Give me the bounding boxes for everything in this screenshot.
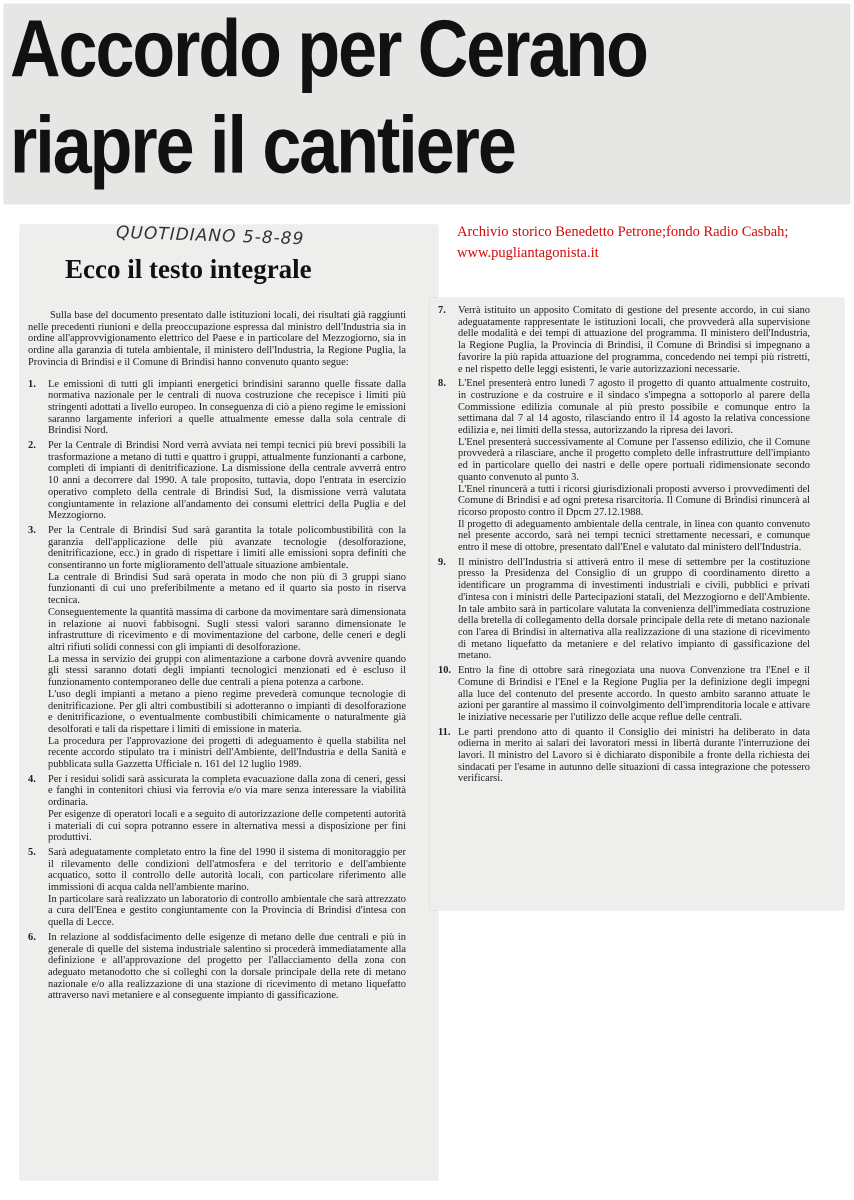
article-column-1 bbox=[28, 310, 406, 1005]
agreement-item bbox=[28, 774, 406, 844]
agreement-item bbox=[28, 379, 406, 438]
item-paragraph: In particolare sarà realizzato un laboratorio di controllo ambientale che sarà attrezzato a cura dell'Enea e gestito congiuntamente con la Provincia di Brindisi d'intesa con quella di Lecce. bbox=[48, 893, 406, 929]
article-column-2 bbox=[438, 305, 810, 788]
agreement-item bbox=[438, 557, 810, 662]
item-paragraph: Le emissioni di tutti gli impianti energetici brindisini saranno quelle fissate dalla normativa nazionale per le centrali di nuova costruzione che recepisce i limiti più stringenti adottati a livello europeo. In conseguenza di ciò a pieno regime le emissioni saranno largamente inferiori a quelle attualmente emesse dalla sola centrale di Brindisi Nord. bbox=[48, 378, 406, 437]
item-paragraph: Per esigenze di operatori locali e a seguito di autorizzazione delle competenti autorità i materiali di cui sopra potranno essere in alternativa messi a disposizione per fini produttivi. bbox=[48, 808, 406, 844]
item-paragraph: Per la Centrale di Brindisi Nord verrà avviata nei tempi tecnici più brevi possibili la trasformazione a metano di tutti e quattro i gruppi, attualmente funzionanti a carbone, completi di impianti di denitrificazione. La dismissione della centrale avverrà entro 10 anni a decorrere dal 1990. A tale proposito, tuttavia, dopo l'entrata in esercizio operativo completo della centrale di Brindisi Sud, la dismissione verrà valutata congiuntamente in relazione all'andamento dei consumi elettrici della Puglia e del Mezzogiorno. bbox=[48, 440, 406, 522]
item-paragraph: Le parti prendono atto di quanto il Consiglio dei ministri ha deliberato in data odierna in merito ai salari dei lavoratori messi in libertà durante l'interruzione dei lavori. Il ministro del Lavoro si è dichiarato disponibile a fronte della richiesta dei sindacati per l'esame in autunno delle situazioni di cassa integrazione che potessero verificarsi. bbox=[458, 726, 810, 785]
agreement-item bbox=[28, 440, 406, 522]
item-paragraph: Entro la fine di ottobre sarà rinegoziata una nuova Convenzione tra l'Enel e il Comune di Brindisi e l'Enel e la Regione Puglia per la definizione degli impegni alla luce del contenuto del presente accordo. In questo ambito saranno attuate le azioni per garantire al massimo il coinvolgimento dell'imprenditoria locale e attivare le iniziative necessarie per l'utilizzo delle acque reflue delle centrali. bbox=[458, 665, 810, 723]
item-paragraph: Il progetto di adeguamento ambientale della centrale, in linea con quanto convenuto nel presente accordo, sarà nei tempi tecnici strettamente necessari, e comunque entro il mese di ottobre, presentato dall'Enel e valutato dal ministero dell'Industria. bbox=[458, 518, 810, 554]
item-paragraph: L'Enel rinuncerà a tutti i ricorsi giurisdizionali proposti avverso i provvedimenti del Comune di Brindisi e ad ogni pretesa risarcitoria. Il Comune di Brindisi rinuncerà al ricorso proposto contro il Dpcm 27.12.1988. bbox=[458, 483, 810, 518]
item-number: 6. bbox=[28, 931, 36, 943]
item-text bbox=[458, 557, 810, 662]
item-text bbox=[458, 665, 810, 724]
item-number: 10. bbox=[438, 665, 451, 677]
item-number: 7. bbox=[438, 305, 446, 316]
subheadline: Ecco il testo integrale bbox=[65, 254, 312, 284]
item-text bbox=[458, 378, 810, 554]
item-number: 4. bbox=[28, 773, 36, 785]
item-paragraph: L'uso degli impianti a metano a pieno regime prevederà comunque tecnologie di denitrificazione. Per gli altri combustibili si adotteranno o impianti di desolforazione e denitrificazione, o eventualmente combustibili chimicamente o naturalmente già desolforati e tali da rispettare i limiti di emissione in materia. bbox=[48, 688, 406, 735]
agreement-item bbox=[438, 727, 810, 786]
item-paragraph: Il ministro dell'Industria si attiverà entro il mese di settembre per la costituzione presso la Presidenza del Consiglio di un gruppo di coordinamento diretto a identificare un programma di investimenti industriali e civili, pubblici e privati d'intesa con i ministri delle Partecipazioni statali, del Mezzogiorno e dell'Ambiente. In tale ambito sarà in particolare valutata la convenienza dell'immediata costruzione della bretella di collegamento della dorsale principale della rete di metano nazionale con l'area di Brindisi in alternativa alla realizzazione di una stazione di ricevimento di metano liquefatto da metaniere e del relativo impianto di gassificazione del metano. bbox=[458, 556, 810, 662]
item-number: 11. bbox=[438, 726, 451, 738]
agreement-item bbox=[28, 525, 406, 771]
item-text bbox=[458, 305, 810, 375]
agreement-item bbox=[438, 378, 810, 554]
item-number: 3. bbox=[28, 524, 36, 536]
item-paragraph: Conseguentemente la quantità massima di carbone da movimentare sarà dimensionata in relazione ai nuovi fabbisogni. Sugli stessi valori saranno dimensionate le infrastrutture di ricevimento e di movimentazione del carbone, delle ceneri e degli altri rifiuti solidi connessi con gli impianti di desolforazione. bbox=[48, 606, 406, 653]
intro-paragraph: Sulla base del documento presentato dalle istituzioni locali, dei risultati già raggiunti nelle precedenti riunioni e della preoccupazione espressa dal ministro dell'Industria sia in ordine all'approvvigionamento elettrico del Paese e in particolare del Mezzogiorno, sia in ordine alla garanzia di tutela ambientale, il ministero dell'Industria, la Regione Puglia, la Provincia di Brindisi e il Comune di Brindisi hanno convenuto quanto segue: bbox=[28, 310, 406, 368]
item-number: 2. bbox=[28, 440, 36, 452]
item-number: 8. bbox=[438, 378, 446, 390]
item-text bbox=[48, 379, 406, 438]
headline-line-1: Accordo per Cerano bbox=[10, 3, 647, 94]
item-text bbox=[458, 727, 810, 786]
item-paragraph: La messa in servizio dei gruppi con alimentazione a carbone dovrà avvenire quando gli stessi saranno dotati degli impianti tecnologici menzionati ed è escluso il funzionamento contemporaneo delle due centrali a piena potenza a carbone. bbox=[48, 653, 406, 689]
item-paragraph: In relazione al soddisfacimento delle esigenze di metano delle due centrali e più in generale di quelle del sistema industriale salentino si procederà immediatamente alla definizione e all'approvazione del progetto per l'allacciamento della zona con adeguato metanodotto che si colleghi con la dorsale principale della rete di metano nazionale e/o alla realizzazione di una stazione di ricevimento di metano liquefatto attraverso navi metaniere e al conseguente impianto di gassificazione. bbox=[48, 931, 406, 1002]
item-paragraph: Sarà adeguatamente completato entro la fine del 1990 il sistema di monitoraggio per il rilevamento delle condizioni dell'atmosfera e del territorio e dell'ambiente acquatico, sotto il controllo delle autorità locali, con particolare riferimento alle immissioni di acqua calda nell'ambiente marino. bbox=[48, 846, 406, 894]
item-paragraph: L'Enel presenterà entro lunedì 7 agosto il progetto di quanto attualmente costruito, in costruzione e da costruire e il sindaco s'impegna a sottoporlo al parere della Commissione edilizia comunale al più presto possibile e comunque entro la settimana dal 7 al 14 agosto, rilasciando entro il 14 agosto la relativa concessione edilizia e, nei limiti della stessa, autorizzando la ripresa dei lavori. bbox=[458, 378, 810, 437]
item-number: 9. bbox=[438, 556, 446, 568]
item-paragraph: Verrà istituito un apposito Comitato di gestione del presente accordo, in cui siano adeguatamente rappresentate le istituzioni locali, che provvederà alla supervisione delle modalità e dei tempi di attuazione del programma. Il ministero dell'Industria, la Regione Puglia, la Provincia di Brindisi, il Comune di Brindisi si impegnano a favorire la più rapida attuazione del programma, concedendo nei tempi più ristretti, e nel rispetto delle leggi esistenti, le varie autorizzazioni necessarie. bbox=[458, 305, 810, 375]
item-text bbox=[48, 932, 406, 1002]
item-number: 1. bbox=[28, 378, 36, 390]
item-paragraph: Per i residui solidi sarà assicurata la completa evacuazione dalla zona di ceneri, gessi e fanghi in contenitori chiusi via ferrovia e/o via mare senza interessare la viabilità ordinaria. bbox=[48, 773, 406, 809]
item-paragraph: La centrale di Brindisi Sud sarà operata in modo che non più di 3 gruppi siano funzionanti di cui uno preferibilmente a metano ed il quarto sia posto in riserva tecnica. bbox=[48, 571, 406, 607]
headline-line-2: riapre il cantiere bbox=[10, 100, 515, 190]
item-text bbox=[48, 440, 406, 522]
handwritten-date-note: QUOTIDIANO 5-8-89 bbox=[115, 222, 305, 250]
agreement-item bbox=[28, 847, 406, 929]
archive-attribution: Archivio storico Benedetto Petrone;fondo Radio Casbah; www.pugliantagonista.it bbox=[457, 224, 789, 261]
item-number: 5. bbox=[28, 846, 36, 858]
headline bbox=[10, 0, 647, 193]
item-text bbox=[48, 847, 406, 929]
item-text bbox=[48, 525, 406, 771]
agreement-item bbox=[28, 932, 406, 1002]
item-paragraph: Per la Centrale di Brindisi Sud sarà garantita la totale policombustibilità con la garanzia dell'applicazione delle più avanzate tecnologie (desolforazione, denitrificazione, ecc.) in grado di rispettare i limiti alle emissioni sopra definiti che consentiranno un forte miglioramento dell'attuale situazione ambientale. bbox=[48, 524, 406, 572]
agreement-item bbox=[438, 665, 810, 724]
item-paragraph: La procedura per l'approvazione dei progetti di adeguamento è quella stabilita nel recente accordo stipulato tra i ministri dell'Ambiente, dell'Industria e della Sanità e pubblicata sulla Gazzetta Ufficiale n. 161 del 12 luglio 1989. bbox=[48, 735, 406, 771]
agreement-item bbox=[438, 305, 810, 375]
item-paragraph: L'Enel presenterà successivamente al Comune per l'assenso edilizio, che il Comune provvederà a rilasciare, anche il progetto completo delle infrastrutture dell'impianto ed in particolare quello dei nastri e delle opere portuali ridimensionate secondo quanto convenuto al punto 3. bbox=[458, 436, 810, 483]
item-text bbox=[48, 774, 406, 844]
